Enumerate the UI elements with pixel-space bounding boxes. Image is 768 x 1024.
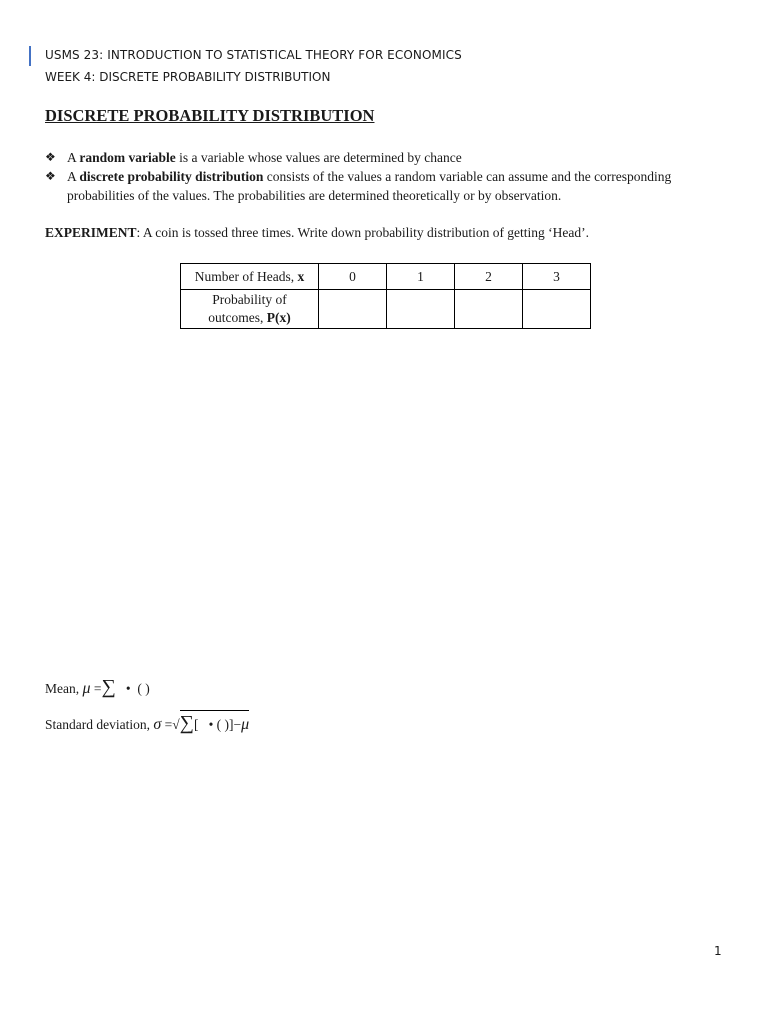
equals-sign: = bbox=[93, 681, 102, 696]
section-heading: DISCRETE PROBABILITY DISTRIBUTION bbox=[45, 106, 375, 125]
sigma-symbol: σ bbox=[153, 716, 162, 733]
bullet-text-pre: A bbox=[67, 150, 80, 165]
prob-label-line2: outcomes, bbox=[208, 310, 267, 325]
week-title: WEEK 4: DISCRETE PROBABILITY DISTRIBUTION bbox=[45, 70, 331, 84]
table-cell-p3[interactable] bbox=[523, 290, 591, 329]
diamond-bullet-icon: ❖ bbox=[45, 150, 56, 164]
bullet-text-pre: A bbox=[67, 169, 80, 184]
probability-table bbox=[180, 263, 591, 329]
table-cell-p2[interactable] bbox=[455, 290, 523, 329]
table-cell-x0: 0 bbox=[319, 264, 387, 290]
equals-sign: = bbox=[164, 717, 173, 732]
standard-deviation-formula bbox=[45, 710, 249, 735]
experiment-text: : A coin is tossed three times. Write down probability distribution of getting ‘Head’. bbox=[136, 225, 590, 240]
radical-icon: √ bbox=[172, 717, 180, 732]
prob-var: P(x) bbox=[266, 310, 291, 325]
table-header-probability bbox=[181, 290, 319, 329]
bullet-item-random-variable bbox=[45, 148, 735, 167]
table-row-probability bbox=[181, 290, 591, 329]
mu-symbol: μ bbox=[82, 680, 91, 697]
table-cell-p1[interactable] bbox=[387, 290, 455, 329]
table-cell-x2: 2 bbox=[455, 264, 523, 290]
bullet-list bbox=[45, 148, 735, 205]
mean-label: Mean, bbox=[45, 681, 80, 696]
page-number: 1 bbox=[714, 944, 722, 958]
radical-content bbox=[180, 710, 250, 735]
bracket-open: [ bbox=[193, 717, 199, 732]
heads-var: x bbox=[297, 268, 305, 284]
dot-operator: • bbox=[208, 717, 214, 732]
prob-label-line1: Probability of bbox=[212, 292, 287, 307]
mean-formula bbox=[45, 676, 150, 699]
summation-icon: ∑ bbox=[179, 712, 194, 734]
dot-operator: • bbox=[125, 681, 131, 696]
parentheses: ( ) bbox=[216, 717, 230, 732]
diamond-bullet-icon: ❖ bbox=[45, 169, 56, 183]
table-header-heads bbox=[181, 264, 319, 290]
bullet-term: random variable bbox=[79, 150, 176, 165]
table-row-heads bbox=[181, 264, 591, 290]
bullet-term: discrete probability distribution bbox=[79, 169, 264, 184]
summation-icon: ∑ bbox=[101, 676, 116, 698]
bullet-text-post: is a variable whose values are determined by chance bbox=[175, 150, 462, 165]
bullet-item-discrete-distribution bbox=[45, 167, 735, 205]
header-accent-bar bbox=[29, 46, 31, 66]
minus-sign: − bbox=[233, 717, 242, 732]
mu-symbol: μ bbox=[241, 716, 250, 733]
heads-label: Number of Heads, bbox=[194, 268, 298, 284]
table-cell-p0[interactable] bbox=[319, 290, 387, 329]
sd-label: Standard deviation, bbox=[45, 717, 150, 732]
bullet-text-post: consists of the values a random variable can assume and the corresponding probabilities of the values. The probabilities are determined theoretically or by observation. bbox=[67, 169, 672, 203]
experiment-statement bbox=[45, 225, 589, 241]
experiment-label: EXPERIMENT bbox=[45, 225, 137, 240]
table-cell-x3: 3 bbox=[523, 264, 591, 290]
parentheses: ( ) bbox=[137, 681, 150, 696]
course-title: USMS 23: INTRODUCTION TO STATISTICAL THEORY FOR ECONOMICS bbox=[45, 48, 462, 62]
table-cell-x1: 1 bbox=[387, 264, 455, 290]
bracket-close: ] bbox=[229, 717, 234, 732]
